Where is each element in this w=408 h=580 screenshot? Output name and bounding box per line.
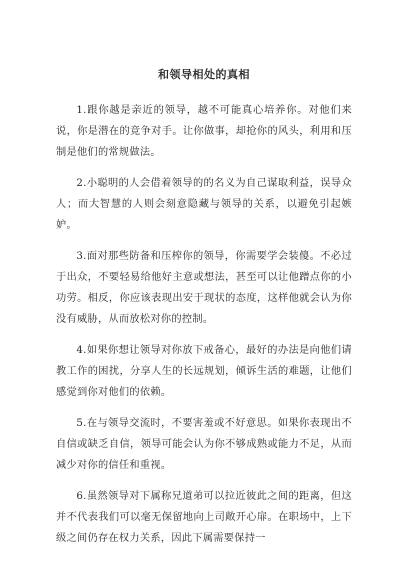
paragraph-1: 1.跟你越是亲近的领导，越不可能真心培养你。对他们来说，你是潜在的竞争对手。让你做事，却抢你的风头，利用和压制是他们的常规做法。 <box>56 105 352 158</box>
paragraph-2: 2.小聪明的人会借着领导的的名义为自己谋取利益，误导众人；而大智慧的人则会刻意隐藏与领导的关系，以避免引起嫉妒。 <box>56 178 352 231</box>
paragraph-5: 5.在与领导交流时，不要害羞或不好意思。如果你表现出不自信或缺乏自信，领导可能会认为你不够成熟或能力不足，从而减少对你的信任和重视。 <box>56 418 352 471</box>
paragraph-6: 6.虽然领导对下属称兄道弟可以拉近彼此之间的距离，但这并不代表我们可以毫无保留地向上司敞开心扉。在职场中，上下级之间仍存在权力关系，因此下属需要保持一 <box>56 491 352 544</box>
document-title: 和领导相处的真相 <box>158 68 250 81</box>
paragraph-3: 3.面对那些防备和压榨你的领导，你需要学会装傻。不必过于出众，不要轻易给他好主意或想法，甚至可以让他蹭点你的小功劳。相反，你应该表现出安于现状的态度，这样他就会认为你没有威胁，从而放松对你的控制。 <box>56 251 352 325</box>
paragraph-4: 4.如果你想让领导对你放下戒备心，最好的办法是向他们请教工作的困扰，分享人生的长远规划，倾诉生活的难题，让他们感觉到你对他们的依赖。 <box>56 345 352 398</box>
